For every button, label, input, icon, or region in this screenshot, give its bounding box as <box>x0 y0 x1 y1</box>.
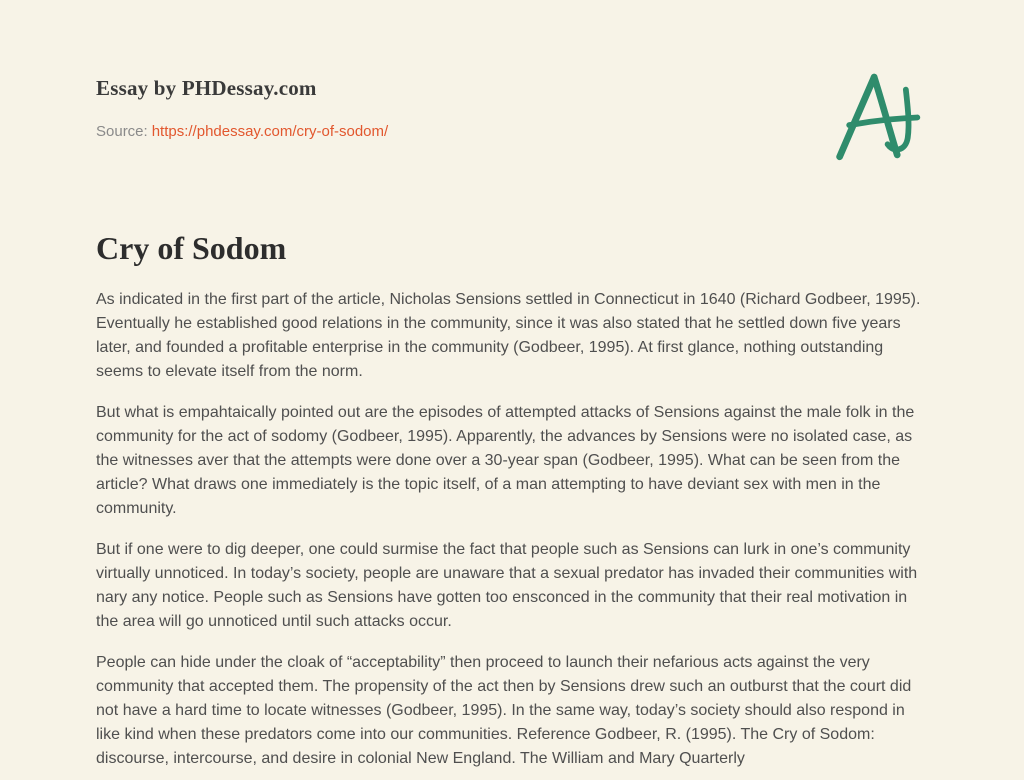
essay-paragraph-4: People can hide under the cloak of “acceptability” then proceed to launch their nefarious acts against the very community that accepted them. The propensity of the act then by Sensions drew such an outburst that the court did not have a hard time to locate witnesses (Godbeer, 1995). In the same way, today’s society should also respond in like kind when these predators come into our communities. Reference Godbeer, R. (1995). The Cry of Sodom: discourse, intercourse, and desire in colonial New England. The William and Mary Quarterly <box>96 654 912 767</box>
phdessay-a-plus-logo-icon <box>830 70 926 162</box>
essay-title: Cry of Sodom <box>96 230 287 266</box>
source-line <box>96 123 928 140</box>
source-link[interactable]: https://phdessay.com/cry-of-sodom/ <box>151 123 389 140</box>
page-header <box>96 76 928 140</box>
essay-paragraph-1: As indicated in the first part of the article, Nicholas Sensions settled in Connecticut in 1640 (Richard Godbeer, 1995). Eventually he established good relations in the community, since it was also stated that he settled down five years later, and founded a profitable enterprise in the community (Godbeer, 1995). At first glance, nothing outstanding seems to elevate itself from the norm. <box>96 291 921 380</box>
essay-body <box>96 288 928 771</box>
site-title: Essay by PHDessay.com <box>96 76 317 100</box>
essay-paragraph-2: But what is empahtaically pointed out are the episodes of attempted attacks of Sensions against the male folk in the community for the act of sodomy (Godbeer, 1995). Apparently, the advances by Sensions were no isolated case, as the witnesses aver that the attempts were done over a 30-year span (Godbeer, 1995). What can be seen from the article? What draws one immediately is the topic itself, of a man attempting to have deviant sex with men in the community. <box>96 404 915 517</box>
essay-paragraph-3: But if one were to dig deeper, one could surmise the fact that people such as Sensions can lurk in one’s community virtually unnoticed. In today’s society, people are unaware that a sexual predator has invaded their communities with nary any notice. People such as Sensions have gotten too ensconced in the community that their real motivation in the area will go unnoticed until such attacks occur. <box>96 541 918 630</box>
source-label: Source: <box>96 123 148 140</box>
